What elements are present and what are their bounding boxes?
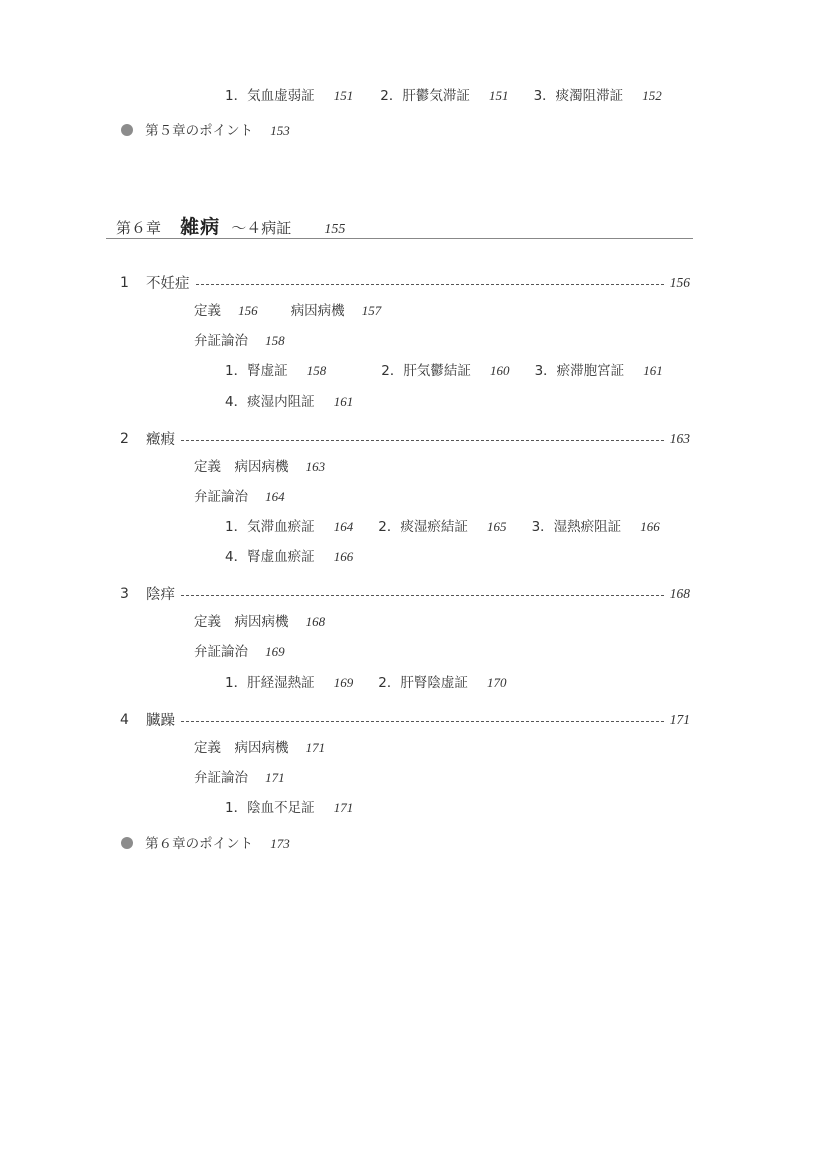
toc-pattern-line bbox=[225, 517, 660, 536]
chapter-heading[interactable] bbox=[116, 212, 345, 239]
chapter-point-entry[interactable] bbox=[121, 121, 290, 140]
toc-pattern-line bbox=[225, 673, 506, 692]
page-number: 170 bbox=[486, 675, 507, 690]
toc-subentry-line bbox=[194, 487, 285, 506]
toc-pattern-line bbox=[225, 86, 662, 105]
chapter-title: 雑病 bbox=[180, 216, 221, 238]
toc-entry[interactable]: 定義 病因病機 bbox=[194, 459, 289, 475]
page-number: 168 bbox=[669, 585, 690, 601]
section-number: 1 bbox=[120, 274, 129, 291]
toc-entry[interactable]: 1．陰血不足証 bbox=[225, 800, 315, 816]
section-heading[interactable] bbox=[120, 709, 690, 730]
page-number: 169 bbox=[333, 675, 354, 690]
page-number: 152 bbox=[642, 88, 662, 103]
page-number: 158 bbox=[265, 333, 285, 348]
section-heading[interactable] bbox=[120, 583, 690, 604]
toc-entry[interactable]: 弁証論治 bbox=[194, 489, 248, 505]
toc-entry[interactable]: 2．肝鬱気滞証 bbox=[380, 88, 470, 104]
toc-pattern-line bbox=[225, 798, 353, 817]
toc-entry: 第６章のポイント bbox=[145, 836, 254, 852]
page-number: 158 bbox=[306, 363, 327, 378]
page-number: 173 bbox=[270, 836, 290, 851]
page-number: 171 bbox=[333, 800, 354, 815]
page-number: 157 bbox=[361, 303, 382, 318]
section-heading[interactable] bbox=[120, 428, 690, 449]
toc-entry[interactable]: 1．肝経湿熱証 bbox=[225, 675, 315, 691]
toc-subentry-line bbox=[194, 457, 325, 476]
page-number: 164 bbox=[265, 489, 285, 504]
toc-entry[interactable]: 2．肝腎陰虚証 bbox=[378, 675, 468, 691]
page-number: 151 bbox=[333, 88, 354, 103]
page-number: 161 bbox=[643, 363, 663, 378]
page-number: 165 bbox=[486, 519, 507, 534]
toc-entry[interactable]: 4．腎虚血瘀証 bbox=[225, 549, 315, 565]
bullet-icon bbox=[121, 124, 133, 136]
chapter-subtitle: ～４病証 bbox=[231, 219, 292, 237]
page-number: 153 bbox=[270, 123, 290, 138]
dot-leader bbox=[181, 595, 664, 596]
toc-pattern-line bbox=[225, 392, 353, 411]
page-number: 160 bbox=[489, 363, 510, 378]
toc-pattern-line bbox=[225, 361, 663, 380]
chapter-number: 第６章 bbox=[116, 219, 162, 237]
toc-entry[interactable]: 病因病機 bbox=[290, 303, 345, 319]
page-number: 163 bbox=[305, 459, 326, 474]
page-number: 171 bbox=[305, 740, 326, 755]
dot-leader bbox=[181, 440, 664, 441]
page-number: 151 bbox=[488, 88, 509, 103]
toc-entry: 第５章のポイント bbox=[145, 123, 254, 139]
section-title: 臓躁 bbox=[146, 713, 175, 729]
toc-entry[interactable]: 2．痰湿瘀結証 bbox=[378, 519, 468, 535]
toc-entry[interactable]: 1．腎虚証 bbox=[225, 363, 288, 379]
toc-entry[interactable]: 4．痰湿内阻証 bbox=[225, 394, 315, 410]
toc-entry[interactable]: 1．気血虚弱証 bbox=[225, 88, 315, 104]
page-number: 166 bbox=[640, 519, 660, 534]
toc-entry[interactable]: 2．肝気鬱結証 bbox=[381, 363, 471, 379]
page-number: 156 bbox=[238, 303, 258, 318]
section-title: 癥瘕 bbox=[146, 432, 175, 448]
toc-subentry-line bbox=[194, 768, 285, 787]
toc-subentry-line bbox=[194, 642, 285, 661]
section-heading[interactable] bbox=[120, 272, 690, 293]
toc-entry[interactable]: 3．瘀滞胞宮証 bbox=[534, 363, 625, 379]
page-number: 169 bbox=[265, 644, 285, 659]
toc-entry[interactable]: 1．気滞血瘀証 bbox=[225, 519, 315, 535]
page-number: 166 bbox=[333, 549, 354, 564]
section-title: 不妊症 bbox=[146, 276, 190, 292]
page-number: 168 bbox=[305, 614, 326, 629]
dot-leader bbox=[181, 721, 664, 722]
toc-subentry-line bbox=[194, 738, 325, 757]
section-number: 3 bbox=[120, 585, 129, 602]
toc-subentry-line bbox=[194, 301, 381, 320]
page-number: 171 bbox=[669, 711, 690, 727]
page-number: 171 bbox=[265, 770, 285, 785]
page-number: 155 bbox=[324, 222, 346, 237]
toc-subentry-line bbox=[194, 331, 285, 350]
page-number: 161 bbox=[333, 394, 354, 409]
toc-entry[interactable]: 3．湿熱瘀阻証 bbox=[531, 519, 622, 535]
toc-pattern-line bbox=[225, 547, 353, 566]
page-number: 163 bbox=[669, 430, 690, 446]
toc-entry[interactable]: 弁証論治 bbox=[194, 770, 248, 786]
section-number: 4 bbox=[120, 711, 129, 728]
dot-leader bbox=[196, 284, 664, 285]
section-title: 陰痒 bbox=[146, 587, 175, 603]
page-number: 156 bbox=[669, 274, 690, 290]
page-number: 164 bbox=[333, 519, 354, 534]
chapter-point-entry[interactable] bbox=[121, 834, 290, 853]
toc-entry[interactable]: 弁証論治 bbox=[194, 644, 248, 660]
toc-entry[interactable]: 3．痰濁阻滞証 bbox=[533, 88, 624, 104]
chapter-divider bbox=[106, 238, 693, 239]
section-number: 2 bbox=[120, 430, 129, 447]
toc-entry[interactable]: 定義 病因病機 bbox=[194, 740, 289, 756]
toc-subentry-line bbox=[194, 612, 325, 631]
bullet-icon bbox=[121, 837, 133, 849]
toc-entry[interactable]: 定義 病因病機 bbox=[194, 614, 289, 630]
toc-entry[interactable]: 定義 bbox=[194, 303, 221, 319]
toc-entry[interactable]: 弁証論治 bbox=[194, 333, 248, 349]
